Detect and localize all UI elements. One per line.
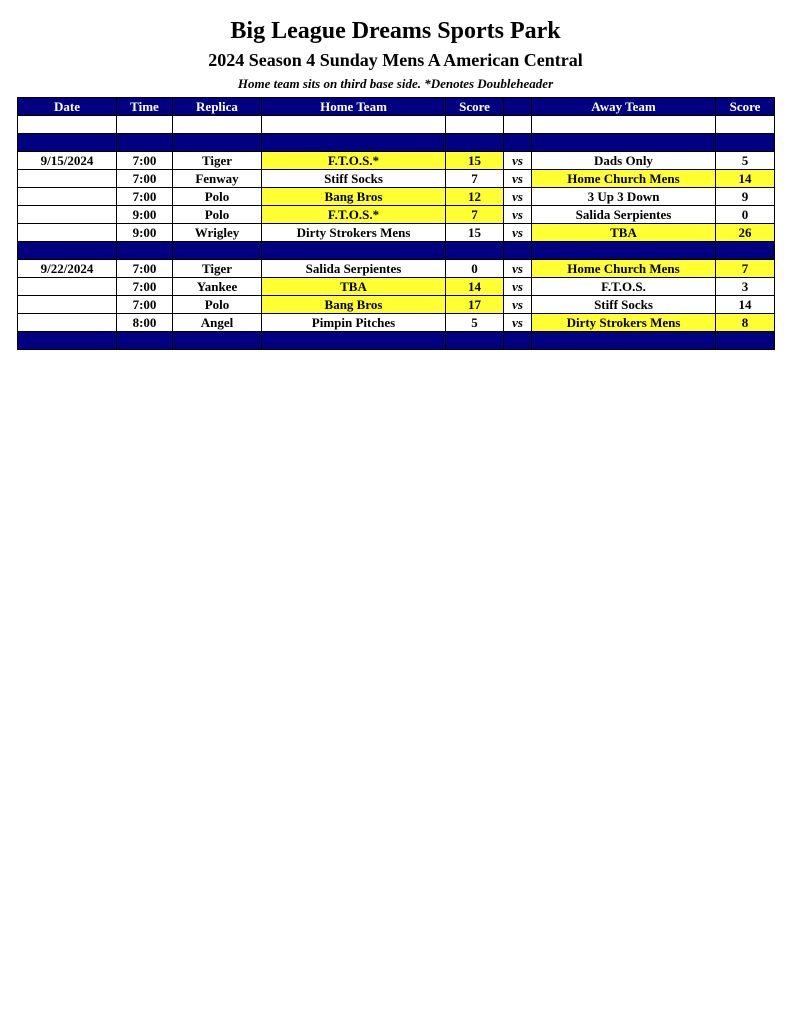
game-time: 7:00 bbox=[117, 188, 173, 206]
home-team: F.T.O.S.* bbox=[262, 152, 446, 170]
empty-cell bbox=[173, 116, 262, 134]
home-team: Pimpin Pitches bbox=[262, 314, 446, 332]
field-replica: Polo bbox=[173, 188, 262, 206]
away-team: Dirty Strokers Mens bbox=[532, 314, 716, 332]
empty-cell bbox=[18, 242, 117, 260]
away-team: Salida Serpientes bbox=[532, 206, 716, 224]
home-team: Dirty Strokers Mens bbox=[262, 224, 446, 242]
field-replica: Polo bbox=[173, 206, 262, 224]
home-score: 0 bbox=[446, 260, 504, 278]
away-score: 9 bbox=[716, 188, 775, 206]
field-replica: Wrigley bbox=[173, 224, 262, 242]
header-row bbox=[18, 98, 775, 116]
home-score: 5 bbox=[446, 314, 504, 332]
game-row bbox=[18, 206, 775, 224]
game-time: 7:00 bbox=[117, 296, 173, 314]
away-team: TBA bbox=[532, 224, 716, 242]
empty-cell bbox=[262, 332, 446, 350]
versus-label: vs bbox=[504, 224, 532, 242]
away-score: 5 bbox=[716, 152, 775, 170]
empty-cell bbox=[262, 116, 446, 134]
blank-row bbox=[18, 116, 775, 134]
empty-cell bbox=[716, 242, 775, 260]
empty-cell bbox=[18, 116, 117, 134]
away-team: Stiff Socks bbox=[532, 296, 716, 314]
versus-label: vs bbox=[504, 260, 532, 278]
empty-cell bbox=[446, 134, 504, 152]
versus-label: vs bbox=[504, 296, 532, 314]
game-row bbox=[18, 152, 775, 170]
home-team: TBA bbox=[262, 278, 446, 296]
game-time: 7:00 bbox=[117, 152, 173, 170]
empty-cell bbox=[716, 134, 775, 152]
game-time: 9:00 bbox=[117, 224, 173, 242]
schedule-table bbox=[17, 97, 775, 350]
away-score: 26 bbox=[716, 224, 775, 242]
empty-cell bbox=[504, 116, 532, 134]
game-row bbox=[18, 296, 775, 314]
game-time: 9:00 bbox=[117, 206, 173, 224]
separator-band bbox=[18, 332, 775, 350]
game-date: 9/22/2024 bbox=[18, 260, 117, 278]
schedule-body bbox=[18, 116, 775, 350]
col-header-home-score: Score bbox=[446, 98, 504, 116]
separator-band bbox=[18, 242, 775, 260]
field-replica: Yankee bbox=[173, 278, 262, 296]
page-title: Big League Dreams Sports Park bbox=[230, 18, 561, 44]
game-row bbox=[18, 170, 775, 188]
empty-cell bbox=[532, 134, 716, 152]
field-replica: Tiger bbox=[173, 152, 262, 170]
empty-cell bbox=[504, 332, 532, 350]
home-score: 15 bbox=[446, 152, 504, 170]
versus-label: vs bbox=[504, 170, 532, 188]
game-date bbox=[18, 296, 117, 314]
empty-cell bbox=[173, 332, 262, 350]
game-date bbox=[18, 314, 117, 332]
versus-label: vs bbox=[504, 188, 532, 206]
empty-cell bbox=[18, 332, 117, 350]
game-row bbox=[18, 224, 775, 242]
game-date bbox=[18, 170, 117, 188]
empty-cell bbox=[504, 134, 532, 152]
versus-label: vs bbox=[504, 152, 532, 170]
col-header-away-score: Score bbox=[716, 98, 775, 116]
home-team: Bang Bros bbox=[262, 296, 446, 314]
empty-cell bbox=[716, 116, 775, 134]
home-score: 14 bbox=[446, 278, 504, 296]
col-header-time: Time bbox=[117, 98, 173, 116]
empty-cell bbox=[117, 116, 173, 134]
empty-cell bbox=[504, 242, 532, 260]
game-time: 8:00 bbox=[117, 314, 173, 332]
away-score: 8 bbox=[716, 314, 775, 332]
page-subtitle: 2024 Season 4 Sunday Mens A American Central bbox=[208, 50, 583, 70]
home-team: Salida Serpientes bbox=[262, 260, 446, 278]
away-score: 3 bbox=[716, 278, 775, 296]
field-replica: Fenway bbox=[173, 170, 262, 188]
empty-cell bbox=[117, 242, 173, 260]
away-team: Dads Only bbox=[532, 152, 716, 170]
empty-cell bbox=[532, 242, 716, 260]
game-time: 7:00 bbox=[117, 170, 173, 188]
empty-cell bbox=[446, 332, 504, 350]
col-header-away-team: Away Team bbox=[532, 98, 716, 116]
empty-cell bbox=[262, 134, 446, 152]
game-row bbox=[18, 278, 775, 296]
empty-cell bbox=[117, 332, 173, 350]
empty-cell bbox=[117, 134, 173, 152]
away-score: 14 bbox=[716, 296, 775, 314]
home-score: 12 bbox=[446, 188, 504, 206]
game-date bbox=[18, 224, 117, 242]
empty-cell bbox=[18, 134, 117, 152]
home-score: 7 bbox=[446, 170, 504, 188]
away-team: 3 Up 3 Down bbox=[532, 188, 716, 206]
home-score: 15 bbox=[446, 224, 504, 242]
versus-label: vs bbox=[504, 314, 532, 332]
field-replica: Polo bbox=[173, 296, 262, 314]
home-team: F.T.O.S.* bbox=[262, 206, 446, 224]
game-time: 7:00 bbox=[117, 260, 173, 278]
home-team: Bang Bros bbox=[262, 188, 446, 206]
away-score: 7 bbox=[716, 260, 775, 278]
home-team: Stiff Socks bbox=[262, 170, 446, 188]
game-row bbox=[18, 260, 775, 278]
field-replica: Angel bbox=[173, 314, 262, 332]
versus-label: vs bbox=[504, 278, 532, 296]
game-time: 7:00 bbox=[117, 278, 173, 296]
away-team: Home Church Mens bbox=[532, 260, 716, 278]
game-date bbox=[18, 188, 117, 206]
col-header-replica: Replica bbox=[173, 98, 262, 116]
away-team: Home Church Mens bbox=[532, 170, 716, 188]
empty-cell bbox=[173, 242, 262, 260]
empty-cell bbox=[446, 116, 504, 134]
empty-cell bbox=[716, 332, 775, 350]
game-date bbox=[18, 278, 117, 296]
empty-cell bbox=[446, 242, 504, 260]
home-score: 7 bbox=[446, 206, 504, 224]
col-header-vs bbox=[504, 98, 532, 116]
game-row bbox=[18, 314, 775, 332]
away-score: 0 bbox=[716, 206, 775, 224]
versus-label: vs bbox=[504, 206, 532, 224]
field-replica: Tiger bbox=[173, 260, 262, 278]
game-date: 9/15/2024 bbox=[18, 152, 117, 170]
empty-cell bbox=[532, 332, 716, 350]
doubleheader-note: Home team sits on third base side. *Denotes Doubleheader bbox=[237, 76, 554, 91]
home-score: 17 bbox=[446, 296, 504, 314]
away-team: F.T.O.S. bbox=[532, 278, 716, 296]
empty-cell bbox=[532, 116, 716, 134]
game-row bbox=[18, 188, 775, 206]
empty-cell bbox=[262, 242, 446, 260]
empty-cell bbox=[173, 134, 262, 152]
game-date bbox=[18, 206, 117, 224]
away-score: 14 bbox=[716, 170, 775, 188]
col-header-home-team: Home Team bbox=[262, 98, 446, 116]
col-header-date: Date bbox=[18, 98, 117, 116]
separator-band bbox=[18, 134, 775, 152]
